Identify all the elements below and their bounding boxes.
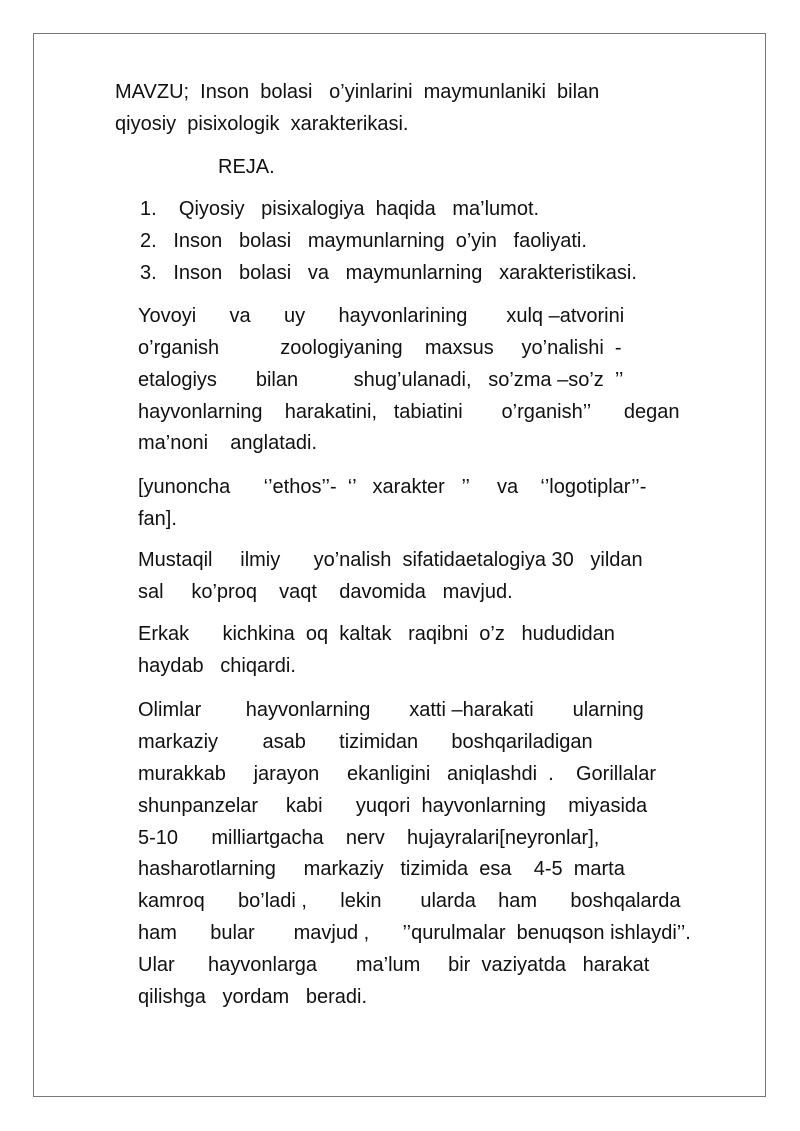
paragraph-1-line-3: etalogiys bilan shug’ulanadi, so’zma –so’z ’’	[138, 369, 624, 391]
paragraph-5-line-3: murakkab jarayon ekanligini aniqlashdi . Gorillalar	[138, 763, 657, 785]
paragraph-2-line-1: [yunoncha ‘’ethos’’- ‘’ xarakter ’’ va ‘’logotiplar’’-	[138, 476, 647, 498]
paragraph-4-line-1: Erkak kichkina oq kaltak raqibni o’z hududidan	[138, 623, 615, 645]
paragraph-5-line-9: Ular hayvonlarga ma’lum bir vaziyatda harakat	[138, 954, 650, 976]
plan-item-1: 1. Qiyosiy pisixalogiya haqida ma’lumot.	[140, 198, 540, 220]
plan-item-3: 3. Inson bolasi va maymunlarning xarakteristikasi.	[140, 262, 637, 284]
paragraph-1-line-4: hayvonlarning harakatini, tabiatini o’rganish’’ degan	[138, 401, 680, 423]
paragraph-4-line-2: haydab chiqardi.	[138, 655, 296, 677]
paragraph-5-line-7: kamroq bo’ladi , lekin ularda ham boshqalarda	[138, 890, 681, 912]
plan-heading: REJA.	[218, 156, 275, 178]
paragraph-1-line-1: Yovoyi va uy hayvonlarining xulq –atvorini	[138, 305, 625, 327]
document-title-line-2: qiyosiy pisixologik xarakterikasi.	[115, 113, 409, 135]
paragraph-5-line-8: ham bular mavjud , ’’qurulmalar benuqson ishlaydi’’.	[138, 922, 691, 944]
paragraph-5-line-2: markaziy asab tizimidan boshqariladigan	[138, 731, 593, 753]
paragraph-1-line-5: ma’noni anglatadi.	[138, 432, 318, 454]
paragraph-3-line-1: Mustaqil ilmiy yo’nalish sifatidaetalogiya 30 yildan	[138, 549, 643, 571]
paragraph-5-line-6: hasharotlarning markaziy tizimida esa 4-5 marta	[138, 858, 625, 880]
paragraph-5-line-10: qilishga yordam beradi.	[138, 986, 368, 1008]
document-title-line-1: MAVZU; Inson bolasi o’yinlarini maymunlaniki bilan	[115, 81, 600, 103]
paragraph-2-line-2: fan].	[138, 508, 177, 530]
paragraph-3-line-2: sal ko’proq vaqt davomida mavjud.	[138, 581, 513, 603]
paragraph-5-line-4: shunpanzelar kabi yuqori hayvonlarning miyasida	[138, 795, 648, 817]
paragraph-5-line-1: Olimlar hayvonlarning xatti –harakati ularning	[138, 699, 644, 721]
paragraph-1-line-2: o’rganish zoologiyaning maxsus yo’nalishi -	[138, 337, 622, 359]
paragraph-5-line-5: 5-10 milliartgacha nerv hujayralari[neyronlar],	[138, 827, 600, 849]
plan-item-2: 2. Inson bolasi maymunlarning o’yin faoliyati.	[140, 230, 587, 252]
